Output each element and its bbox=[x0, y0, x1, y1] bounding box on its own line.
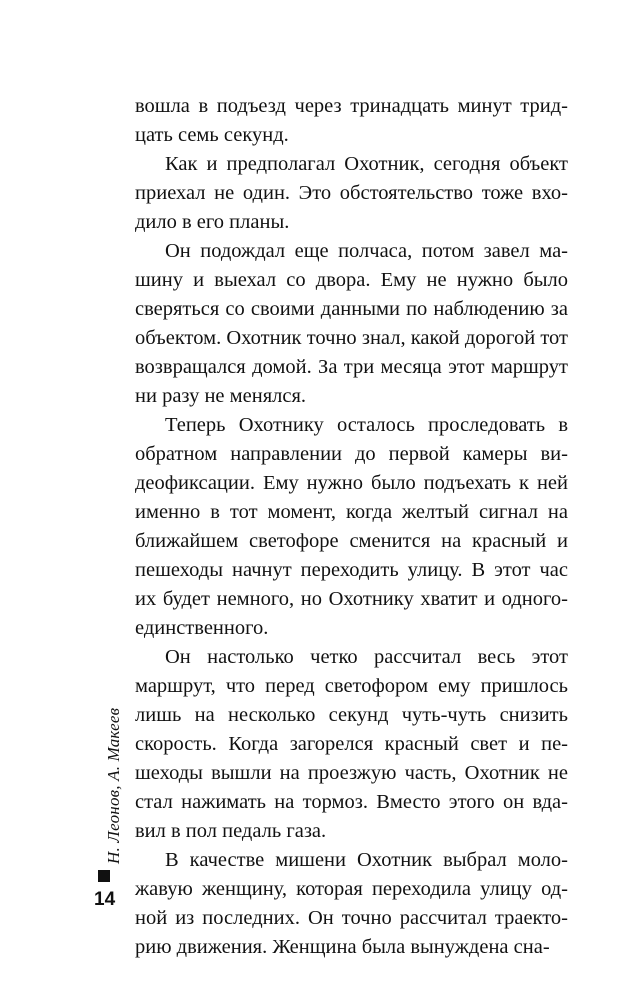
paragraph: Он подождал еще полчаса, потом завел машину и выехал со двора. Ему не нужно было сверяться со своими данными по наблюдению за объектом. Охотник точно знал, какой дорогой тот возвращался домой. За три месяца этот маршрут ни разу не менялся. bbox=[135, 240, 568, 407]
paragraph: Как и предполагал Охотник, сегодня объект приехал не один. Это обстоятельство тоже входило в его планы. bbox=[135, 153, 568, 233]
running-head-author: Н. Леонов, А. Макеев bbox=[104, 707, 123, 864]
paragraph: Теперь Охотнику осталось проследовать в обратном направлении до первой камеры видеофиксации. Ему нужно было подъехать к ней именно в тот момент, когда желтый сигнал на ближайшем светофоре сменится на красный и пешеходы начнут переходить улицу. В этот час их будет немного, но Охотнику хватит и одного-единственного. bbox=[135, 414, 568, 639]
body-text bbox=[135, 92, 568, 962]
paragraph: Он настолько четко рассчитал весь этот маршрут, что перед светофором ему пришлось лишь на несколько секунд чуть-чуть снизить скорость. Когда загорелся красный свет и пешеходы вышли на проезжую часть, Охотник не стал нажимать на тормоз. Вместо этого он вдавил в пол педаль газа. bbox=[135, 646, 568, 842]
paragraph: вошла в подъезд через тринадцать минут тридцать семь секунд. bbox=[135, 95, 568, 146]
square-marker-icon bbox=[98, 870, 110, 882]
paragraph: В качестве мишени Охотник выбрал моложавую женщину, которая переходила улицу одной из последних. Он точно рассчитал траекторию движения. Женщина была вынуждена сна- bbox=[135, 849, 568, 958]
page-number: 14 bbox=[94, 889, 116, 910]
